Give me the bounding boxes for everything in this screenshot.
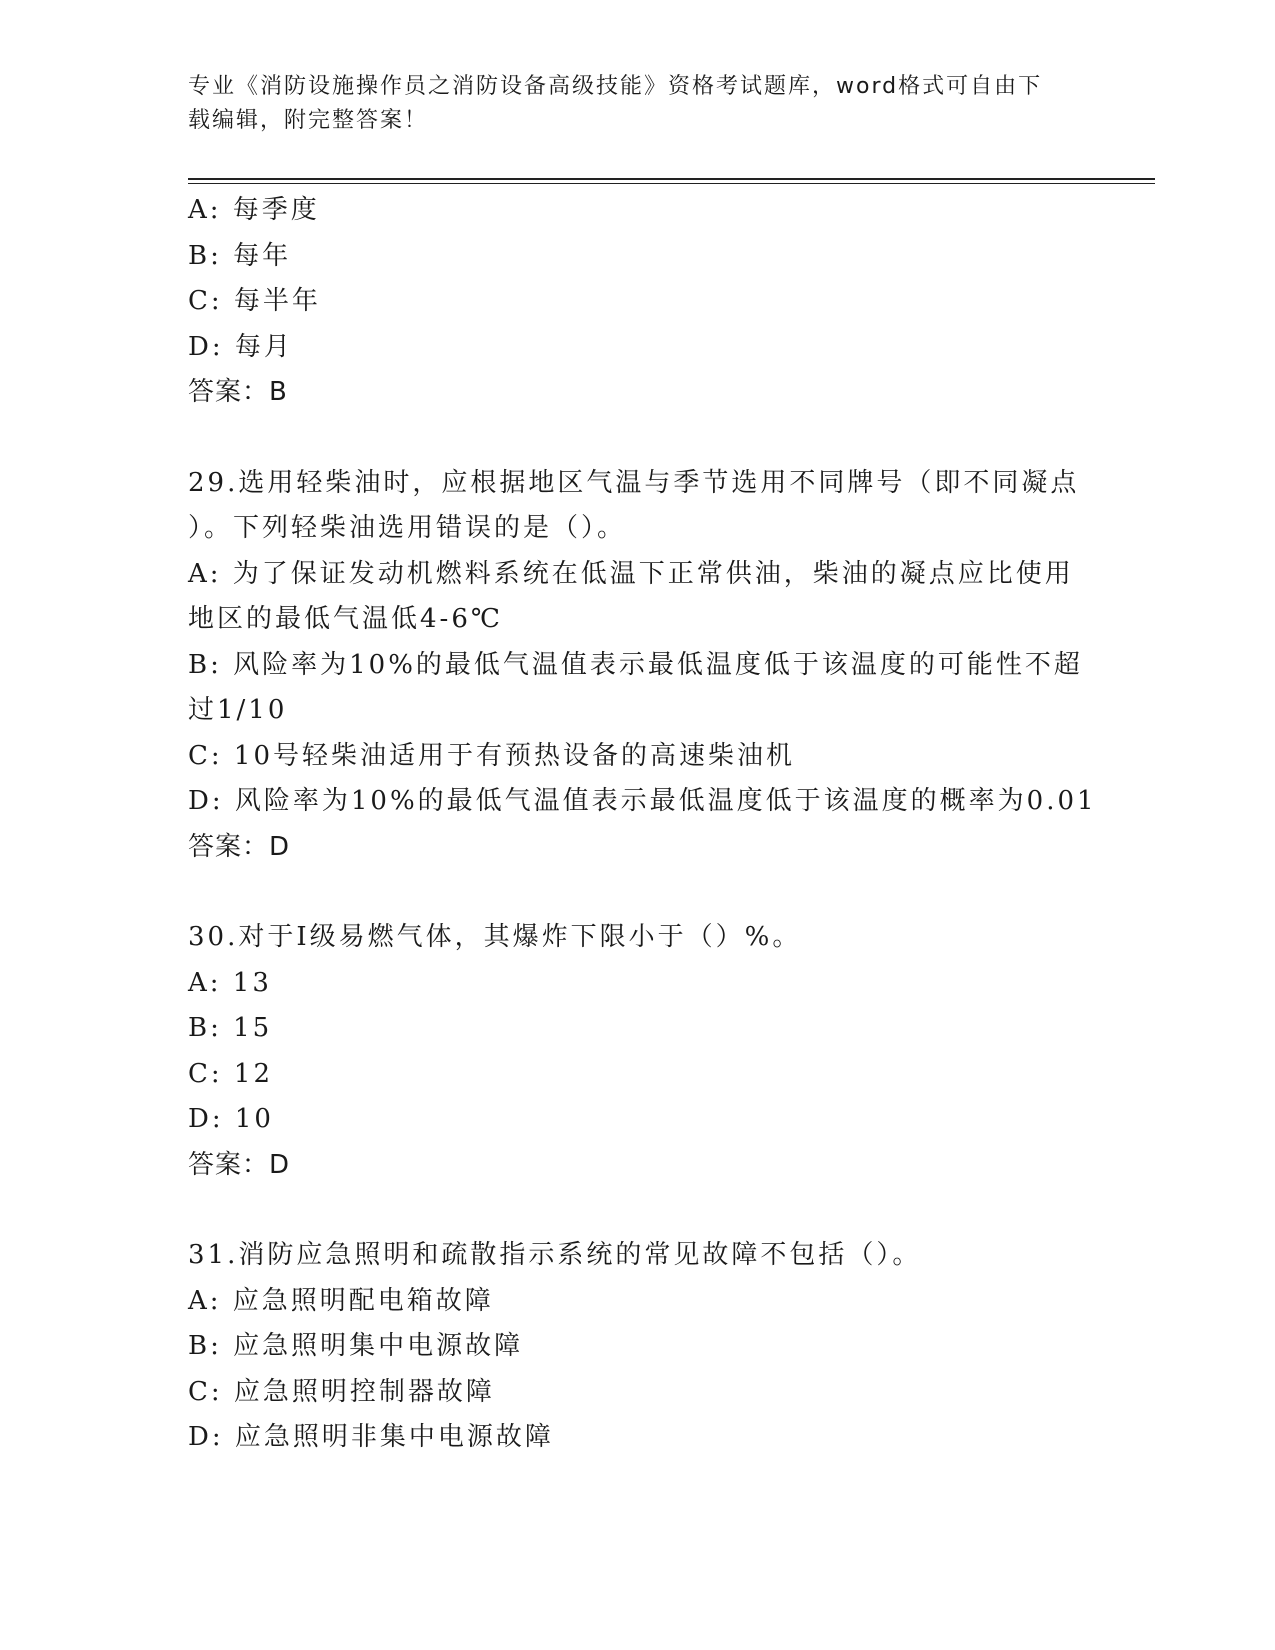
answer: 答案：B — [188, 377, 288, 407]
option-c: C: 10号轻柴油适用于有预热设备的高速柴油机 — [188, 740, 796, 771]
option-d: D: 10 — [188, 1104, 274, 1134]
question-29 — [188, 461, 1097, 871]
option-c: C: 应急照明控制器故障 — [188, 1376, 495, 1407]
question-stem-cont: ）。下列轻柴油选用错误的是（）。 — [188, 513, 627, 543]
option-c: C: 每半年 — [188, 286, 321, 316]
option-a: A: 每季度 — [188, 195, 320, 225]
header-divider — [188, 178, 1155, 180]
header-line-2: 载编辑，附完整答案！ — [188, 108, 429, 133]
question-list — [188, 188, 1097, 1461]
question-30 — [188, 915, 1088, 1188]
answer: 答案：D — [188, 831, 291, 862]
option-b: B: 每年 — [188, 240, 292, 271]
question-28 — [188, 188, 1088, 416]
question-stem: 29.选用轻柴油时，应根据地区气温与季节选用不同牌号（即不同凝点 — [188, 467, 1080, 498]
option-b: B: 应急照明集中电源故障 — [188, 1331, 524, 1361]
option-b: B: 风险率为10%的最低气温值表示最低温度低于该温度的可能性不超 — [188, 649, 1083, 680]
option-a-cont: 地区的最低气温低4-6℃ — [188, 604, 503, 634]
question-stem: 30.对于Ⅰ级易燃气体，其爆炸下限小于（）%。 — [188, 922, 802, 952]
option-c: C: 12 — [188, 1058, 274, 1089]
option-a: A: 为了保证发动机燃料系统在低温下正常供油，柴油的凝点应比使用 — [188, 558, 1074, 589]
option-a: A: 13 — [188, 967, 272, 998]
question-stem: 31.消防应急照明和疏散指示系统的常见故障不包括（）。 — [188, 1240, 922, 1270]
question-31 — [188, 1233, 1088, 1461]
option-d: D: 每月 — [188, 331, 293, 362]
option-b-cont: 过1/10 — [188, 695, 288, 725]
option-d: D: 应急照明非集中电源故障 — [188, 1422, 554, 1452]
option-a: A: 应急照明配电箱故障 — [188, 1285, 494, 1316]
option-b: B: 15 — [188, 1013, 273, 1043]
header-line-1: 专业《消防设施操作员之消防设备高级技能》资格考试题库，word格式可自由下 — [188, 74, 1043, 99]
document-header — [188, 70, 1088, 138]
answer: 答案：D — [188, 1149, 291, 1180]
header-divider-thin — [188, 183, 1155, 184]
option-d: D: 风险率为10%的最低气温值表示最低温度低于该温度的概率为0.01 — [188, 786, 1097, 816]
